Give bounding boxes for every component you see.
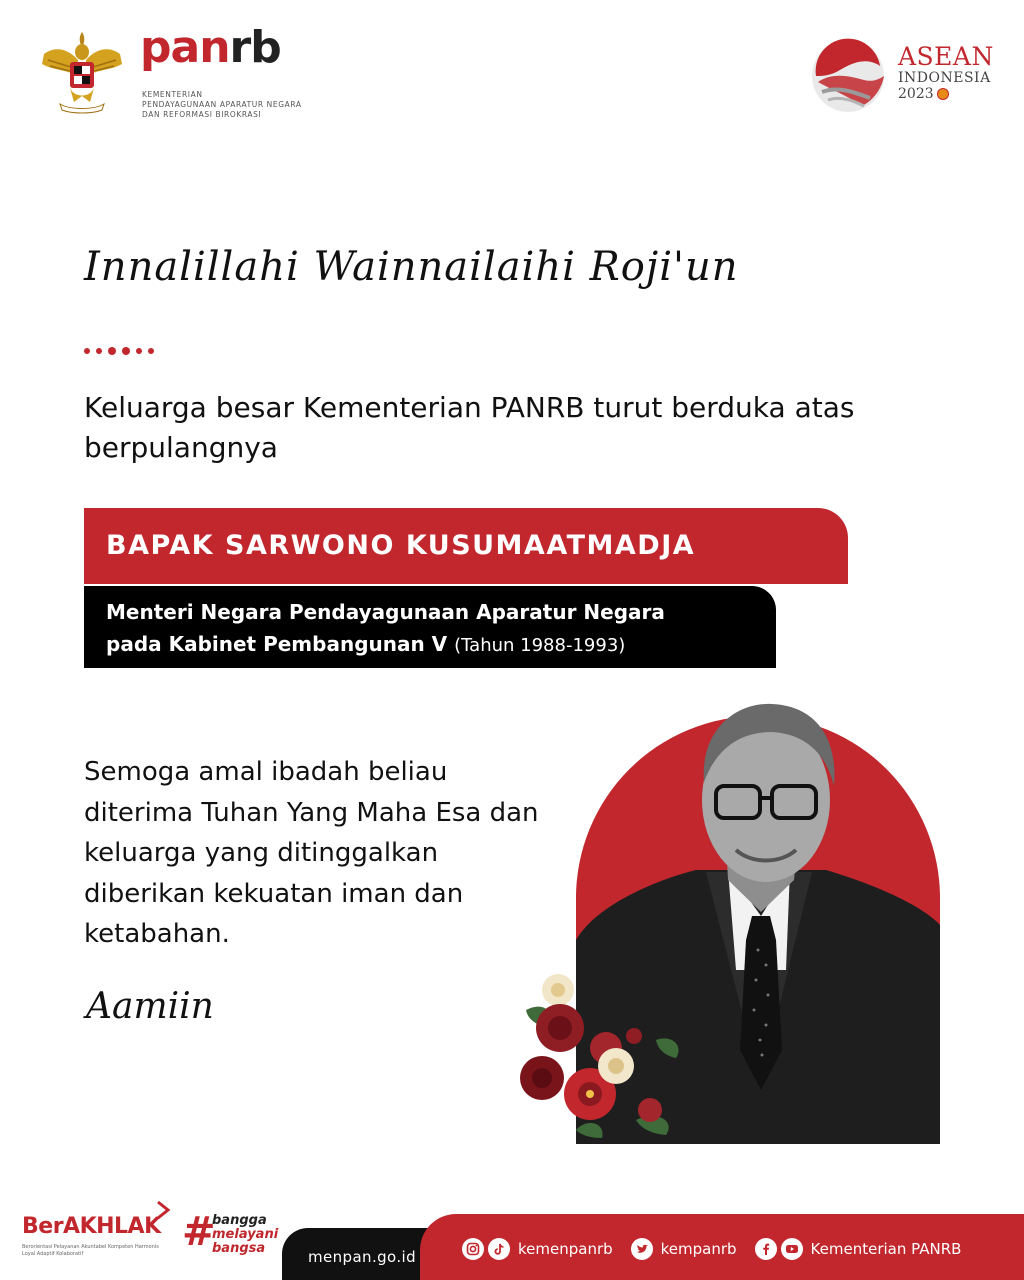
role-cabinet: pada Kabinet Pembangunan V xyxy=(106,632,448,656)
asean-line-3 xyxy=(898,86,994,102)
intro-text: Keluarga besar Kementerian PANRB turut berduka atas berpulangnya xyxy=(84,391,855,464)
facebook-icon[interactable] xyxy=(755,1238,777,1260)
condolence-title: Innalillahi Wainnailaihi Roji'un xyxy=(84,244,739,290)
social-handle-instagram-tiktok[interactable]: kemenpanrb xyxy=(518,1240,613,1258)
garuda-pancasila-emblem xyxy=(34,24,130,120)
role-years: (Tahun 1988-1993) xyxy=(454,635,626,656)
panrb-subtitle-line: DAN REFORMASI BIROKRASI xyxy=(142,110,262,119)
panrb-wordmark xyxy=(140,22,281,73)
closing-aamiin: Aamiin xyxy=(86,986,214,1027)
role-text xyxy=(106,596,766,662)
hashtag-symbol: # xyxy=(182,1209,216,1255)
roses-decoration-icon xyxy=(516,970,696,1140)
panrb-subtitle-line: KEMENTERIAN xyxy=(142,90,203,99)
panrb-subtitle xyxy=(142,90,342,120)
tiktok-icon[interactable] xyxy=(488,1238,510,1260)
asean-text xyxy=(898,44,994,102)
deceased-name: BAPAK SARWONO KUSUMAATMADJA xyxy=(106,530,696,561)
social-handle-twitter[interactable]: kempanrb xyxy=(660,1240,737,1258)
berakhlak-logo xyxy=(22,1200,182,1264)
dots-divider xyxy=(84,340,164,350)
social-handle-facebook-youtube[interactable]: Kementerian PANRB xyxy=(810,1240,962,1258)
asean-2023-logo-icon xyxy=(810,36,892,114)
social-links xyxy=(462,1236,979,1262)
panrb-wordmark-rb: rb xyxy=(229,22,281,73)
hashtag-line-3: bangsa xyxy=(212,1241,266,1256)
twitter-icon[interactable] xyxy=(631,1238,653,1260)
hashtag-line-1: bangga xyxy=(212,1213,267,1228)
website-link[interactable]: menpan.go.id xyxy=(308,1248,417,1266)
berakhlak-tagline: Berorientasi Pelayanan Akuntabel Kompeten Harmonis Loyal Adaptif Kolaboratif xyxy=(22,1244,159,1257)
bangga-melayani-bangsa-tag xyxy=(212,1214,278,1256)
panrb-wordmark-pan: pan xyxy=(140,22,230,73)
instagram-icon[interactable] xyxy=(462,1238,484,1260)
youtube-icon[interactable] xyxy=(781,1238,803,1260)
panrb-subtitle-line: PENDAYAGUNAAN APARATUR NEGARA xyxy=(142,100,302,109)
berakhlak-word: BerAKHLAK xyxy=(22,1214,161,1239)
asean-emblem-icon xyxy=(937,88,949,100)
role-line-2 xyxy=(106,628,766,662)
prayer-text: Semoga amal ibadah beliau diterima Tuhan Yang Maha Esa dan keluarga yang ditinggalkan diberikan kekuatan iman dan ketabahan. xyxy=(84,757,539,949)
hashtag-line-2: melayani xyxy=(212,1227,279,1242)
asean-year: 2023 xyxy=(898,86,934,102)
role-line-1: Menteri Negara Pendayagunaan Aparatur Negara xyxy=(106,600,665,624)
asean-line-2: INDONESIA xyxy=(898,70,991,86)
asean-line-1: ASEAN xyxy=(898,42,994,71)
